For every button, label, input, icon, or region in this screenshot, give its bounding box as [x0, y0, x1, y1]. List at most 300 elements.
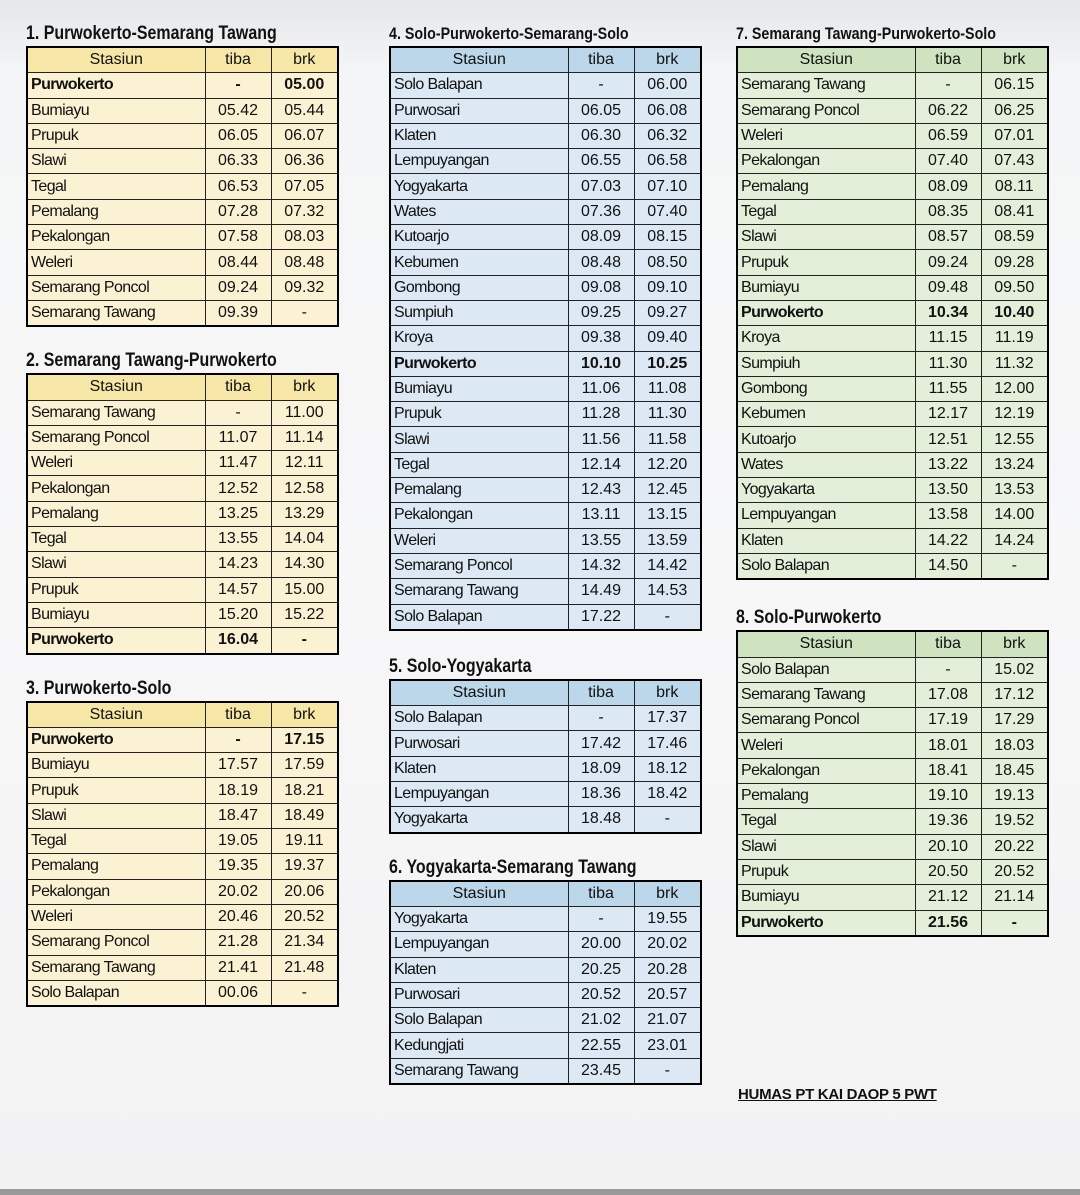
header-depart: brk: [271, 702, 338, 728]
table-row: [737, 351, 1048, 376]
station-cell: Tegal: [27, 829, 205, 854]
departure-cell: 06.15: [981, 73, 1048, 98]
table-row: [737, 123, 1048, 148]
table-row: [27, 425, 338, 450]
table-row: [390, 604, 701, 630]
header-depart: brk: [634, 47, 701, 73]
table-row: [737, 199, 1048, 224]
schedule-title: 5. Solo-Yogyakarta: [389, 655, 532, 677]
departure-cell: 08.48: [271, 250, 338, 275]
departure-cell: 11.58: [634, 427, 701, 452]
schedule-table: [389, 46, 702, 631]
departure-cell: 14.42: [634, 553, 701, 578]
departure-cell: -: [271, 980, 338, 1006]
station-cell: Bumiayu: [27, 98, 205, 123]
table-header-row: [737, 47, 1048, 73]
station-cell: Pekalongan: [27, 225, 205, 250]
table-row: [390, 376, 701, 401]
station-cell: Weleri: [27, 451, 205, 476]
arrival-cell: 21.12: [915, 885, 981, 910]
arrival-cell: -: [568, 73, 634, 98]
departure-cell: 11.30: [634, 402, 701, 427]
station-cell: Purwokerto: [737, 910, 915, 936]
table-row: [390, 1008, 701, 1033]
arrival-cell: 20.50: [915, 859, 981, 884]
arrival-cell: 18.47: [205, 803, 271, 828]
station-cell: Klaten: [390, 756, 568, 781]
table-row: [737, 300, 1048, 325]
station-cell: Semarang Poncol: [390, 553, 568, 578]
departure-cell: 10.40: [981, 300, 1048, 325]
departure-cell: 19.37: [271, 854, 338, 879]
departure-cell: 11.14: [271, 425, 338, 450]
arrival-cell: 09.24: [915, 250, 981, 275]
table-row: [390, 478, 701, 503]
station-cell: Kebumen: [737, 402, 915, 427]
station-cell: Purwokerto: [27, 727, 205, 752]
arrival-cell: 11.15: [915, 326, 981, 351]
table-row: [737, 553, 1048, 579]
table-row: [390, 579, 701, 604]
table-row: [390, 225, 701, 250]
station-cell: Solo Balapan: [27, 980, 205, 1006]
schedule-block: [389, 856, 700, 1085]
station-cell: Klaten: [390, 957, 568, 982]
table-row: [737, 452, 1048, 477]
departure-cell: 21.48: [271, 955, 338, 980]
departure-cell: 18.03: [981, 733, 1048, 758]
departure-cell: 18.45: [981, 758, 1048, 783]
schedule-block: [26, 22, 337, 327]
arrival-cell: 06.33: [205, 149, 271, 174]
table-row: [27, 476, 338, 501]
arrival-cell: 20.25: [568, 957, 634, 982]
station-cell: Bumiayu: [390, 376, 568, 401]
departure-cell: 12.00: [981, 376, 1048, 401]
arrival-cell: 18.36: [568, 782, 634, 807]
departure-cell: 15.22: [271, 602, 338, 627]
departure-cell: 18.21: [271, 778, 338, 803]
station-cell: Slawi: [27, 552, 205, 577]
schedule-title: 2. Semarang Tawang-Purwokerto: [26, 350, 277, 372]
station-cell: Tegal: [390, 452, 568, 477]
schedule-table: [389, 880, 702, 1085]
departure-cell: 11.32: [981, 351, 1048, 376]
table-row: [737, 478, 1048, 503]
station-cell: Tegal: [27, 174, 205, 199]
departure-cell: 11.00: [271, 400, 338, 425]
station-cell: Lempuyangan: [390, 932, 568, 957]
arrival-cell: 19.05: [205, 829, 271, 854]
schedule-title: 3. Purwokerto-Solo: [26, 677, 172, 699]
schedule-table: [736, 630, 1049, 937]
station-cell: Klaten: [390, 123, 568, 148]
arrival-cell: 09.38: [568, 326, 634, 351]
departure-cell: 12.20: [634, 452, 701, 477]
departure-cell: 14.53: [634, 579, 701, 604]
schedule-title: 7. Semarang Tawang-Purwokerto-Solo: [736, 24, 997, 43]
schedule-table: [26, 373, 339, 654]
arrival-cell: 19.36: [915, 809, 981, 834]
table-row: [27, 501, 338, 526]
station-cell: Semarang Tawang: [390, 579, 568, 604]
departure-cell: 09.50: [981, 275, 1048, 300]
station-cell: Kroya: [737, 326, 915, 351]
station-cell: Semarang Poncol: [737, 98, 915, 123]
departure-cell: 05.00: [271, 73, 338, 98]
arrival-cell: 09.24: [205, 275, 271, 300]
table-header-row: [737, 631, 1048, 657]
departure-cell: 09.28: [981, 250, 1048, 275]
arrival-cell: 10.34: [915, 300, 981, 325]
arrival-cell: 20.10: [915, 834, 981, 859]
arrival-cell: 14.49: [568, 579, 634, 604]
arrival-cell: 21.56: [915, 910, 981, 936]
arrival-cell: 22.55: [568, 1033, 634, 1058]
schedule-title: 6. Yogyakarta-Semarang Tawang: [389, 856, 637, 878]
departure-cell: 13.29: [271, 501, 338, 526]
arrival-cell: 14.50: [915, 553, 981, 579]
departure-cell: 14.24: [981, 528, 1048, 553]
table-row: [737, 784, 1048, 809]
departure-cell: 12.45: [634, 478, 701, 503]
header-depart: brk: [634, 881, 701, 907]
arrival-cell: 13.11: [568, 503, 634, 528]
column-left: [26, 22, 337, 1007]
station-cell: Wates: [390, 199, 568, 224]
departure-cell: 15.00: [271, 577, 338, 602]
table-row: [390, 402, 701, 427]
table-row: [27, 980, 338, 1006]
table-row: [27, 73, 338, 98]
departure-cell: -: [981, 910, 1048, 936]
departure-cell: 17.37: [634, 706, 701, 731]
station-cell: Semarang Tawang: [390, 1058, 568, 1084]
table-row: [737, 376, 1048, 401]
arrival-cell: 06.05: [205, 123, 271, 148]
departure-cell: 20.28: [634, 957, 701, 982]
arrival-cell: 16.04: [205, 628, 271, 654]
arrival-cell: 21.28: [205, 930, 271, 955]
schedule-block: [736, 606, 1047, 937]
departure-cell: 07.05: [271, 174, 338, 199]
departure-cell: -: [634, 604, 701, 630]
station-cell: Prupuk: [737, 859, 915, 884]
arrival-cell: 19.35: [205, 854, 271, 879]
arrival-cell: 18.41: [915, 758, 981, 783]
station-cell: Kedungjati: [390, 1033, 568, 1058]
schedule-block: [26, 349, 337, 654]
station-cell: Solo Balapan: [390, 73, 568, 98]
table-row: [390, 807, 701, 833]
station-cell: Prupuk: [27, 123, 205, 148]
departure-cell: 09.10: [634, 275, 701, 300]
departure-cell: 06.36: [271, 149, 338, 174]
table-header-row: [390, 680, 701, 706]
arrival-cell: 11.56: [568, 427, 634, 452]
station-cell: Tegal: [737, 199, 915, 224]
station-cell: Sumpiuh: [390, 300, 568, 325]
departure-cell: 05.44: [271, 98, 338, 123]
table-row: [27, 174, 338, 199]
schedule-table: [26, 46, 339, 327]
departure-cell: 19.11: [271, 829, 338, 854]
table-row: [737, 733, 1048, 758]
table-row: [27, 602, 338, 627]
station-cell: Semarang Tawang: [737, 73, 915, 98]
departure-cell: 20.02: [634, 932, 701, 957]
table-row: [737, 503, 1048, 528]
station-cell: Pemalang: [737, 174, 915, 199]
departure-cell: 14.04: [271, 527, 338, 552]
table-row: [27, 778, 338, 803]
table-row: [737, 149, 1048, 174]
arrival-cell: -: [915, 657, 981, 682]
table-row: [737, 250, 1048, 275]
table-row: [390, 98, 701, 123]
arrival-cell: 06.53: [205, 174, 271, 199]
table-row: [737, 528, 1048, 553]
table-row: [737, 859, 1048, 884]
table-row: [390, 756, 701, 781]
departure-cell: 07.01: [981, 123, 1048, 148]
station-cell: Prupuk: [390, 402, 568, 427]
departure-cell: 08.59: [981, 225, 1048, 250]
arrival-cell: 05.42: [205, 98, 271, 123]
arrival-cell: 13.22: [915, 452, 981, 477]
table-row: [27, 275, 338, 300]
station-cell: Pemalang: [737, 784, 915, 809]
departure-cell: 19.52: [981, 809, 1048, 834]
arrival-cell: 13.55: [205, 527, 271, 552]
departure-cell: 06.00: [634, 73, 701, 98]
arrival-cell: 14.57: [205, 577, 271, 602]
departure-cell: 19.55: [634, 906, 701, 931]
table-row: [390, 300, 701, 325]
station-cell: Kroya: [390, 326, 568, 351]
arrival-cell: -: [568, 706, 634, 731]
arrival-cell: 14.23: [205, 552, 271, 577]
arrival-cell: 13.55: [568, 528, 634, 553]
departure-cell: 06.58: [634, 149, 701, 174]
table-row: [27, 123, 338, 148]
bottom-bar: [0, 1189, 1080, 1195]
header-arrive: tiba: [915, 47, 981, 73]
station-cell: Bumiayu: [27, 753, 205, 778]
header-arrive: tiba: [568, 881, 634, 907]
station-cell: Semarang Poncol: [737, 708, 915, 733]
arrival-cell: -: [568, 906, 634, 931]
station-cell: Yogyakarta: [390, 906, 568, 931]
table-row: [737, 402, 1048, 427]
table-row: [737, 275, 1048, 300]
arrival-cell: 13.58: [915, 503, 981, 528]
station-cell: Semarang Poncol: [27, 930, 205, 955]
schedule-block: [389, 655, 700, 834]
station-cell: Lempuyangan: [390, 149, 568, 174]
station-cell: Purwokerto: [390, 351, 568, 376]
schedule-block: [26, 677, 337, 1008]
header-depart: brk: [981, 47, 1048, 73]
departure-cell: 09.40: [634, 326, 701, 351]
header-arrive: tiba: [205, 374, 271, 400]
arrival-cell: 13.50: [915, 478, 981, 503]
departure-cell: 13.53: [981, 478, 1048, 503]
header-station: Stasiun: [737, 631, 915, 657]
table-row: [27, 300, 338, 326]
table-row: [737, 225, 1048, 250]
arrival-cell: 07.28: [205, 199, 271, 224]
arrival-cell: 12.52: [205, 476, 271, 501]
table-row: [390, 528, 701, 553]
arrival-cell: -: [205, 400, 271, 425]
departure-cell: 13.59: [634, 528, 701, 553]
arrival-cell: 21.41: [205, 955, 271, 980]
table-row: [737, 98, 1048, 123]
arrival-cell: 13.25: [205, 501, 271, 526]
station-cell: Solo Balapan: [390, 1008, 568, 1033]
station-cell: Weleri: [737, 123, 915, 148]
table-row: [737, 758, 1048, 783]
departure-cell: 21.34: [271, 930, 338, 955]
station-cell: Semarang Tawang: [27, 955, 205, 980]
station-cell: Purwokerto: [27, 628, 205, 654]
table-row: [390, 932, 701, 957]
table-row: [390, 731, 701, 756]
table-row: [27, 904, 338, 929]
table-row: [390, 553, 701, 578]
departure-cell: 08.41: [981, 199, 1048, 224]
departure-cell: -: [271, 628, 338, 654]
table-row: [390, 427, 701, 452]
station-cell: Sumpiuh: [737, 351, 915, 376]
schedule-block: [389, 22, 700, 631]
station-cell: Yogyakarta: [737, 478, 915, 503]
arrival-cell: -: [915, 73, 981, 98]
table-row: [737, 885, 1048, 910]
departure-cell: 12.19: [981, 402, 1048, 427]
departure-cell: -: [981, 553, 1048, 579]
table-header-row: [27, 374, 338, 400]
departure-cell: 09.27: [634, 300, 701, 325]
station-cell: Purwosari: [390, 98, 568, 123]
station-cell: Solo Balapan: [737, 657, 915, 682]
departure-cell: 18.42: [634, 782, 701, 807]
table-row: [737, 708, 1048, 733]
station-cell: Pekalongan: [737, 758, 915, 783]
departure-cell: 17.59: [271, 753, 338, 778]
station-cell: Slawi: [27, 803, 205, 828]
table-row: [27, 930, 338, 955]
table-row: [737, 326, 1048, 351]
station-cell: Pemalang: [390, 478, 568, 503]
station-cell: Purwokerto: [27, 73, 205, 98]
arrival-cell: 06.59: [915, 123, 981, 148]
departure-cell: 07.40: [634, 199, 701, 224]
column-right: [736, 22, 1047, 937]
departure-cell: 13.24: [981, 452, 1048, 477]
arrival-cell: 00.06: [205, 980, 271, 1006]
arrival-cell: 07.03: [568, 174, 634, 199]
table-row: [390, 275, 701, 300]
table-row: [27, 577, 338, 602]
arrival-cell: 09.08: [568, 275, 634, 300]
header-station: Stasiun: [390, 680, 568, 706]
table-row: [737, 910, 1048, 936]
departure-cell: 14.00: [981, 503, 1048, 528]
station-cell: Semarang Tawang: [27, 400, 205, 425]
arrival-cell: 07.40: [915, 149, 981, 174]
arrival-cell: 20.00: [568, 932, 634, 957]
station-cell: Purwokerto: [737, 300, 915, 325]
header-arrive: tiba: [915, 631, 981, 657]
departure-cell: 13.15: [634, 503, 701, 528]
departure-cell: 19.13: [981, 784, 1048, 809]
station-cell: Slawi: [27, 149, 205, 174]
arrival-cell: 08.09: [568, 225, 634, 250]
arrival-cell: 12.43: [568, 478, 634, 503]
arrival-cell: 14.22: [915, 528, 981, 553]
arrival-cell: 07.58: [205, 225, 271, 250]
table-row: [27, 199, 338, 224]
table-row: [737, 174, 1048, 199]
station-cell: Kutoarjo: [390, 225, 568, 250]
table-row: [27, 400, 338, 425]
schedule-table: [389, 679, 702, 834]
arrival-cell: 11.55: [915, 376, 981, 401]
departure-cell: 17.12: [981, 682, 1048, 707]
table-header-row: [390, 881, 701, 907]
station-cell: Tegal: [27, 527, 205, 552]
departure-cell: 20.52: [271, 904, 338, 929]
departure-cell: 06.07: [271, 123, 338, 148]
arrival-cell: 06.30: [568, 123, 634, 148]
arrival-cell: 09.25: [568, 300, 634, 325]
departure-cell: 07.43: [981, 149, 1048, 174]
header-depart: brk: [981, 631, 1048, 657]
arrival-cell: 06.55: [568, 149, 634, 174]
station-cell: Prupuk: [737, 250, 915, 275]
station-cell: Kutoarjo: [737, 427, 915, 452]
table-row: [27, 225, 338, 250]
header-station: Stasiun: [27, 374, 205, 400]
station-cell: Pekalongan: [27, 476, 205, 501]
table-header-row: [390, 47, 701, 73]
arrival-cell: -: [205, 73, 271, 98]
station-cell: Prupuk: [27, 577, 205, 602]
departure-cell: 23.01: [634, 1033, 701, 1058]
table-row: [390, 782, 701, 807]
header-station: Stasiun: [737, 47, 915, 73]
arrival-cell: 06.05: [568, 98, 634, 123]
station-cell: Semarang Tawang: [27, 300, 205, 326]
station-cell: Lempuyangan: [390, 782, 568, 807]
departure-cell: 06.32: [634, 123, 701, 148]
station-cell: Pemalang: [27, 199, 205, 224]
table-row: [27, 753, 338, 778]
departure-cell: 07.10: [634, 174, 701, 199]
departure-cell: 12.11: [271, 451, 338, 476]
departure-cell: 12.58: [271, 476, 338, 501]
station-cell: Pekalongan: [27, 879, 205, 904]
header-depart: brk: [271, 47, 338, 73]
arrival-cell: 10.10: [568, 351, 634, 376]
arrival-cell: 21.02: [568, 1008, 634, 1033]
table-row: [390, 1058, 701, 1084]
departure-cell: 11.08: [634, 376, 701, 401]
arrival-cell: 12.17: [915, 402, 981, 427]
departure-cell: 21.07: [634, 1008, 701, 1033]
